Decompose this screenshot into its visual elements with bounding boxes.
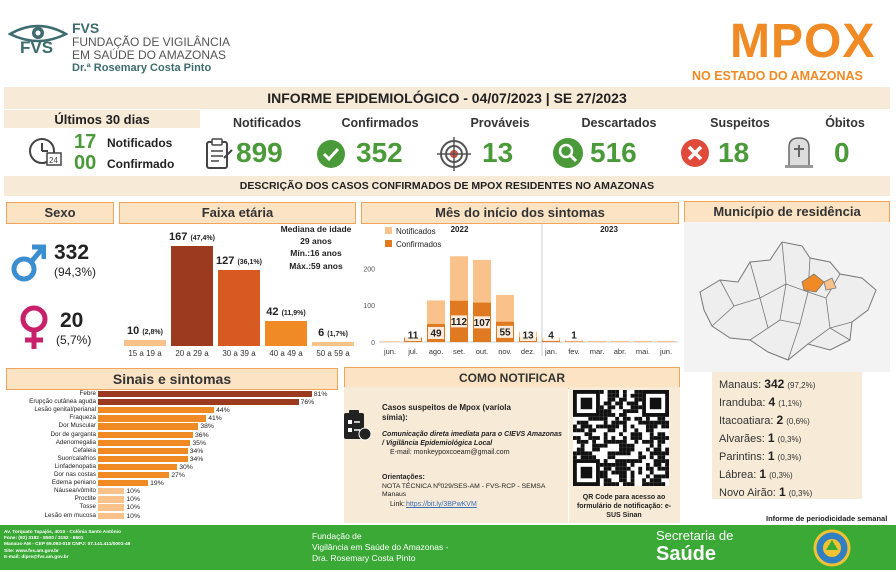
stat-notificados-label: Notificados	[222, 116, 312, 130]
symptom-label: Náusea/vômito	[8, 487, 96, 495]
x-tick-label: mai.	[636, 347, 650, 356]
footer-addr1: Av. Torquato Tapajós, 4010 - Colônia Santo Antônio	[4, 530, 121, 536]
municipio-item: Lábrea: 1 (0,3%)	[719, 467, 793, 481]
symptom-value: 35%	[192, 440, 206, 447]
symptom-value: 10%	[126, 504, 140, 511]
symptom-bar	[98, 423, 198, 429]
stat-confirmados-value: 352	[356, 137, 403, 169]
female-value: 20	[60, 309, 83, 333]
symptom-value: 27%	[171, 472, 185, 479]
symptom-value: 34%	[190, 456, 204, 463]
check-icon	[316, 139, 346, 169]
male-value: 332	[54, 241, 89, 265]
age-category-label: 40 a 49 a	[261, 349, 311, 358]
symptom-bar	[98, 407, 214, 413]
age-bar-label: 42 (11,9%)	[259, 306, 313, 318]
symptom-value: 76%	[301, 399, 315, 406]
footer-addr3: Manaus-AM - CEP 69.093-018 CNPJ: 07.141.411/0001-46	[4, 542, 130, 548]
year-label-2023: 2023	[600, 225, 618, 234]
x-tick-label: fev.	[568, 347, 580, 356]
age-bar	[218, 270, 260, 346]
y-tick-label: 100	[363, 303, 375, 310]
orient-title: Orientações:	[382, 474, 425, 481]
bar-notificados	[588, 341, 606, 342]
symptom-value: 41%	[208, 415, 222, 422]
symptom-bar	[98, 464, 177, 470]
symptom-value: 34%	[190, 448, 204, 455]
link-label: Link:	[390, 501, 405, 508]
age-bar-label: 127 (36,1%)	[212, 255, 266, 267]
symptom-label: Lesão em mucosa	[8, 512, 96, 520]
x-tick-label: abr.	[614, 347, 627, 356]
age-category-label: 20 a 29 a	[167, 349, 217, 358]
clipboard-icon	[204, 138, 234, 170]
municipio-item: Manaus: 342 (97,2%)	[719, 377, 815, 391]
data-label-confirmados: 107	[474, 318, 491, 329]
last30-label: Últimos 30 dias	[4, 112, 200, 127]
symptom-bar	[98, 488, 124, 494]
target-icon	[436, 136, 472, 172]
bar-notificados	[634, 341, 652, 342]
footer-addr4: Site: www.fvs.am.gov.br	[4, 549, 59, 555]
symptom-label: Tosse	[8, 503, 96, 511]
stat-provaveis-label: Prováveis	[460, 116, 540, 130]
footer-mid2: Vigilância em Saúde do Amazonas -	[312, 542, 448, 552]
footer-addr5: E-mail: dipre@fvs.am.gov.br	[4, 555, 69, 561]
municipio-item: Alvarães: 1 (0,3%)	[719, 431, 801, 445]
data-label-confirmados: 13	[522, 331, 534, 342]
footer-mid3: Dra. Rosemary Costa Pinto	[312, 553, 415, 563]
symptom-value: 44%	[216, 407, 230, 414]
data-label-confirmados: 11	[408, 331, 419, 342]
age-bar	[265, 321, 307, 346]
last30-notified-label: Notificados	[107, 136, 172, 150]
stat-confirmados-label: Confirmados	[330, 116, 430, 130]
symptom-value: 10%	[126, 488, 140, 495]
data-label-confirmados: 49	[430, 328, 442, 339]
legend-swatch-notificados	[385, 227, 392, 234]
symptom-bar	[98, 472, 169, 478]
symptom-value: 10%	[126, 496, 140, 503]
stat-suspeitos-label: Suspeitos	[700, 116, 780, 130]
male-icon	[10, 243, 46, 283]
x-tick-label: ago.	[429, 347, 444, 356]
periodicity-note: Informe de periodicidade semanal	[766, 514, 887, 523]
x-tick-label: jan.	[544, 347, 557, 356]
stat-obitos-label: Óbitos	[820, 116, 870, 130]
median-min: Mín.:16 anos	[278, 248, 354, 258]
median-title: Mediana de idade	[278, 224, 354, 234]
stat-provaveis-value: 13	[482, 137, 513, 169]
mes-title: Mês do início dos sintomas	[361, 202, 679, 224]
symptom-label: Edema peniano	[8, 479, 96, 487]
notification-link[interactable]: https://bit.ly/3BPwKVM	[406, 501, 477, 508]
bar-notificados	[381, 341, 399, 342]
footer-mid1: Fundação de	[312, 531, 362, 541]
symptom-value: 30%	[179, 464, 193, 471]
case-title: Casos suspeitos de Mpox (varíola símia):	[382, 403, 532, 423]
data-label-confirmados: 4	[548, 331, 554, 342]
org-line3: Dr.ª Rosemary Costa Pinto	[72, 62, 211, 74]
x-tick-label: out.	[476, 347, 489, 356]
y-tick-label: 0	[371, 340, 375, 347]
svg-text:24: 24	[49, 156, 58, 165]
qr-code[interactable]	[573, 390, 669, 486]
legend-swatch-confirmados	[385, 240, 392, 247]
symptom-bar	[98, 432, 193, 438]
sexo-title: Sexo	[6, 202, 114, 224]
symptom-bar	[98, 513, 124, 519]
x-tick-label: jun.	[659, 347, 672, 356]
symptom-value: 10%	[126, 513, 140, 520]
org-line1: FUNDAÇÃO DE VIGILÂNCIA	[72, 35, 230, 49]
female-icon	[18, 305, 50, 351]
symptom-label: Lesão genital/perianal	[8, 406, 96, 414]
symptom-label: Dor de garganta	[8, 431, 96, 439]
median-max: Máx.:59 anos	[278, 261, 354, 271]
x-tick-label: mar.	[590, 347, 605, 356]
state-coat-of-arms	[812, 528, 852, 568]
legend-label-confirmados: Confirmados	[396, 240, 441, 249]
municipio-item: Iranduba: 4 (1,1%)	[719, 395, 802, 409]
symptom-value: 19%	[150, 480, 164, 487]
footer-sec2: Saúde	[656, 543, 716, 566]
symptom-bar	[98, 504, 124, 510]
municipio-title: Município de residência	[684, 201, 890, 223]
age-bar-label: 6 (1,7%)	[306, 327, 360, 339]
municipio-item: Itacoatiara: 2 (0,6%)	[719, 413, 810, 427]
symptom-label: Adenomegalia	[8, 439, 96, 447]
stat-obitos-value: 0	[834, 137, 850, 169]
x-tick-label: nov.	[498, 347, 512, 356]
symptom-label: Dor Muscular	[8, 422, 96, 430]
data-label-confirmados: 112	[451, 317, 468, 328]
symptom-label: Suor/calafrios	[8, 455, 96, 463]
x-tick-label: jul.	[407, 347, 418, 356]
org-abbr: FVS	[72, 20, 99, 36]
symptom-value: 38%	[200, 423, 214, 430]
female-pct: (5,7%)	[56, 333, 91, 347]
symptom-label: Febre	[8, 390, 96, 398]
age-category-label: 30 a 39 a	[214, 349, 264, 358]
bar-notificados	[611, 341, 629, 342]
last30-confirmed-value: 00	[74, 152, 96, 175]
qr-text: QR Code para acesso ao formulário de notificação: e-SUS Sinan	[572, 493, 676, 520]
tombstone-icon	[784, 135, 814, 169]
y-tick-label: 200	[363, 266, 375, 273]
x-icon	[680, 138, 710, 168]
symptom-label: Cefaleia	[8, 447, 96, 455]
symptom-bar	[98, 456, 188, 462]
age-category-label: 50 a 59 a	[308, 349, 358, 358]
symptom-value: 81%	[314, 391, 328, 398]
checklist-icon	[342, 408, 372, 442]
legend-label-notificados: Notificados	[396, 227, 436, 236]
age-bar	[171, 246, 213, 346]
page-subtitle: NO ESTADO DO AMAZONAS	[692, 69, 863, 83]
sintomas-title: Sinais e sintomas	[6, 368, 338, 390]
orient-text: NOTA TÉCNICA Nº029/SES-AM - FVS-RCP - SEMSA Manaus	[382, 483, 562, 499]
male-pct: (94,3%)	[54, 265, 96, 279]
amazonas-map	[690, 232, 884, 368]
faixa-title: Faixa etária	[119, 202, 356, 224]
symptom-bar	[98, 399, 299, 405]
median-value: 29 anos	[278, 236, 354, 246]
symptom-label: Fraqueza	[8, 414, 96, 422]
symptom-bar	[98, 448, 188, 454]
age-bar-label: 167 (47,4%)	[165, 231, 219, 243]
symptom-bar	[98, 496, 124, 502]
age-bar-label: 10 (2,8%)	[118, 325, 172, 337]
footer-addr2: Fone: (92) 3182 - 8500 / 3182 - 8501	[4, 536, 83, 542]
x-tick-label: dez.	[521, 347, 535, 356]
year-label-2022: 2022	[451, 225, 469, 234]
symptom-value: 36%	[195, 432, 209, 439]
age-chart	[119, 222, 356, 362]
x-tick-label: set.	[453, 347, 465, 356]
municipio-item: Novo Airão: 1 (0,3%)	[719, 485, 812, 499]
section-title: DESCRIÇÃO DOS CASOS CONFIRMADOS DE MPOX RESIDENTES NO AMAZONAS	[4, 180, 890, 192]
symptom-label: Proctite	[8, 495, 96, 503]
notificar-title: COMO NOTIFICAR	[344, 367, 680, 389]
symptom-label: Dor nas costas	[8, 471, 96, 479]
data-label-confirmados: 55	[499, 327, 511, 338]
footer-sec1: Secretaria de	[656, 528, 733, 543]
last30-confirmed-label: Confirmado	[107, 157, 174, 171]
bar-notificados	[657, 341, 675, 342]
stat-notificados-value: 899	[236, 137, 283, 169]
x-tick-label: jun.	[383, 347, 396, 356]
month-chart	[361, 222, 679, 362]
symptom-bar	[98, 440, 190, 446]
symptom-bar	[98, 415, 206, 421]
symptoms-chart	[4, 389, 338, 525]
report-title: INFORME EPIDEMIOLÓGICO - 04/07/2023 | SE 27/2023	[4, 90, 890, 106]
stat-descartados-label: Descartados	[574, 116, 664, 130]
stat-suspeitos-value: 18	[718, 137, 749, 169]
org-line2: EM SAÚDE DO AMAZONAS	[72, 48, 226, 62]
magnifier-icon	[552, 137, 584, 169]
symptom-label: Linfadenopatia	[8, 463, 96, 471]
data-label-confirmados: 1	[571, 331, 577, 342]
fvs-logo-abbr: FVS	[20, 38, 53, 58]
symptom-label: Erupção cutânea aguda	[8, 398, 96, 406]
symptom-bar	[98, 391, 312, 397]
symptom-bar	[98, 480, 148, 486]
age-bar	[312, 342, 354, 346]
page-title: MPOX	[730, 14, 875, 69]
age-bar	[124, 340, 166, 346]
stat-descartados-value: 516	[590, 137, 637, 169]
municipio-item: Parintins: 1 (0,3%)	[719, 449, 801, 463]
last30-notified-value: 17	[74, 131, 96, 154]
calendar-clock-icon	[28, 135, 62, 167]
age-category-label: 15 a 19 a	[120, 349, 170, 358]
comm-text: Comunicação direta imediata para o CIEVS Amazonas / Vigilância Epidemiológica Local	[382, 430, 562, 448]
email-text: E-mail: monkeypoxcoeam@gmail.com	[390, 449, 510, 456]
